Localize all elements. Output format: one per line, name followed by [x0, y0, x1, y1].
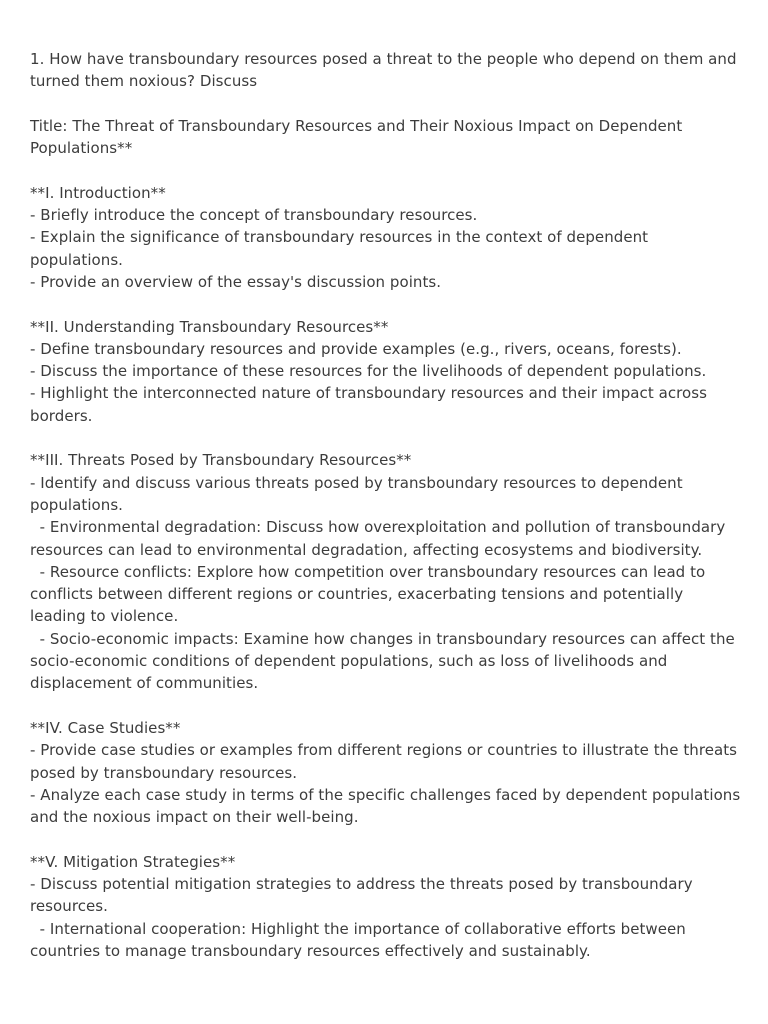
section-heading: **I. Introduction** [30, 183, 166, 202]
sub-bullet-line: - Resource conflicts: Explore how competition over transboundary resources can lead to conflicts between different regions or countries, exacerbating tensions and potentially leading to violence. [30, 562, 711, 626]
sub-bullet-line: - International cooperation: Highlight the importance of collaborative efforts between countries to manage transboundary resources effectively and sustainably. [30, 919, 691, 960]
section-introduction [30, 182, 742, 293]
bullet-line: - Briefly introduce the concept of transboundary resources. [30, 206, 478, 225]
section-heading: **V. Mitigation Strategies** [30, 852, 236, 871]
essay-title: Title: The Threat of Transboundary Resources and Their Noxious Impact on Dependent Populations** [30, 116, 683, 158]
section-heading: **III. Threats Posed by Transboundary Resources** [30, 451, 412, 470]
bullet-line: - Define transboundary resources and provide examples (e.g., rivers, oceans, forests). [30, 339, 682, 358]
sub-bullet-line: - Socio-economic impacts: Examine how changes in transboundary resources can affect the socio-economic conditions of dependent populations, such as loss of livelihoods and displacement of communities. [30, 629, 740, 693]
section-threats [30, 449, 742, 694]
section-heading: **II. Understanding Transboundary Resources** [30, 317, 389, 336]
bullet-line: - Provide an overview of the essay's discussion points. [30, 272, 442, 291]
section-mitigation [30, 851, 742, 962]
bullet-line: - Provide case studies or examples from different regions or countries to illustrate the threats posed by transboundary resources. [30, 741, 742, 782]
bullet-line: - Analyze each case study in terms of the specific challenges faced by dependent populations and the noxious impact on their well-being. [30, 785, 746, 827]
section-understanding [30, 316, 742, 427]
bullet-line: - Highlight the interconnected nature of transboundary resources and their impact across borders. [30, 384, 712, 425]
question-text: 1. How have transboundary resources posed a threat to the people who depend on them and turned them noxious? Discuss [30, 50, 737, 91]
bullet-line: - Discuss potential mitigation strategies to address the threats posed by transboundary resources. [30, 874, 698, 916]
section-case-studies [30, 717, 746, 828]
bullet-line: - Discuss the importance of these resources for the livelihoods of dependent populations. [30, 362, 707, 381]
bullet-line: - Explain the significance of transboundary resources in the context of dependent populations. [30, 228, 653, 269]
sub-bullet-line: - Environmental degradation: Discuss how overexploitation and pollution of transboundary resources can lead to environmental degradation, affecting ecosystems and biodiversity. [30, 518, 731, 559]
bullet-line: - Identify and discuss various threats posed by transboundary resources to dependent populations. [30, 473, 688, 514]
section-heading: **IV. Case Studies** [30, 718, 181, 737]
essay-document [30, 48, 746, 984]
